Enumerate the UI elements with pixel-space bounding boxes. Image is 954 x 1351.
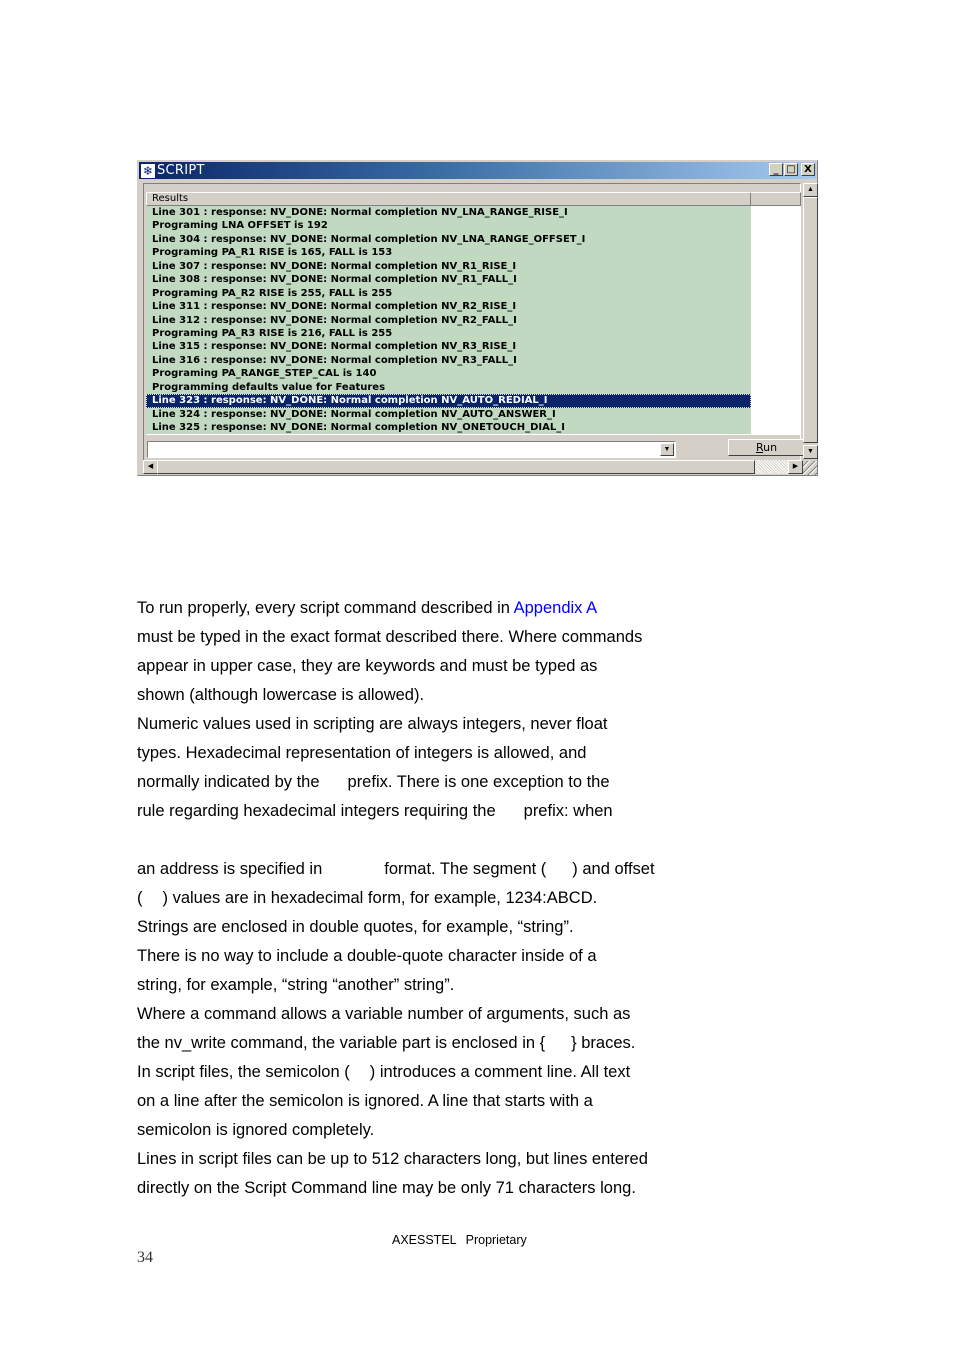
text: ) values are in hexadecimal form, for example, 1234:ABCD.: [162, 889, 598, 907]
results-row[interactable]: Line 312 : response: NV_DONE: Normal completion NV_R2_FALL_I: [146, 314, 751, 327]
paragraph-line: Strings are enclosed in double quotes, for example, “string”.: [137, 918, 574, 936]
paragraph-line: [137, 1058, 737, 1087]
text: an address is specified in: [137, 860, 323, 878]
results-row[interactable]: Line 324 : response: NV_DONE: Normal completion NV_AUTO_ANSWER_I: [146, 408, 751, 421]
paragraph-line: [137, 768, 737, 797]
results-row[interactable]: Programing PA_R1 RISE is 165, FALL is 153: [146, 246, 751, 259]
paragraph-line: must be typed in the exact format described there. Where commands: [137, 628, 643, 646]
paragraph-line: semicolon is ignored completely.: [137, 1121, 375, 1139]
paragraph-line: [137, 1029, 737, 1058]
results-row[interactable]: Line 325 : response: NV_DONE: Normal completion NV_ONETOUCH_DIAL_I: [146, 421, 751, 434]
window-controls: [768, 163, 815, 176]
vertical-scroll-thumb[interactable]: [803, 197, 818, 443]
results-row[interactable]: Programming defaults value for Features: [146, 381, 751, 394]
footer-text: AXESSTEL Proprietary: [392, 1233, 527, 1247]
appendix-a-link[interactable]: Appendix A: [513, 599, 598, 617]
results-row[interactable]: Line 307 : response: NV_DONE: Normal completion NV_R1_RISE_I: [146, 260, 751, 273]
results-column-header[interactable]: [146, 192, 801, 206]
results-row[interactable]: Line 323 : response: NV_DONE: Normal completion NV_AUTO_REDIAL_I: [146, 394, 751, 407]
paragraph-line: appear in upper case, they are keywords and must be typed as: [137, 657, 598, 675]
paragraph-line: [137, 594, 737, 623]
window-title: SCRIPT: [157, 163, 205, 178]
results-row[interactable]: Programing LNA OFFSET is 192: [146, 219, 751, 232]
paragraph-line: Numeric values used in scripting are always integers, never float: [137, 715, 608, 733]
scroll-left-icon[interactable]: ◀: [143, 460, 158, 474]
results-row[interactable]: Line 315 : response: NV_DONE: Normal completion NV_R3_RISE_I: [146, 340, 751, 353]
document-body: [137, 594, 737, 1203]
script-window: [137, 160, 818, 476]
paragraph-line: [137, 884, 737, 913]
paragraph-line: [137, 797, 737, 826]
paragraph-line: types. Hexadecimal representation of integers is allowed, and: [137, 744, 587, 762]
close-button[interactable]: X: [801, 163, 815, 176]
results-row[interactable]: Programing PA_R2 RISE is 255, FALL is 255: [146, 287, 751, 300]
text: format. The segment (: [384, 860, 547, 878]
text: ) introduces a comment line. All text: [369, 1063, 631, 1081]
results-row[interactable]: Line 301 : response: NV_DONE: Normal completion NV_LNA_RANGE_RISE_I: [146, 206, 751, 219]
text: To run properly, every script command described in: [137, 599, 514, 617]
text: normally indicated by the: [137, 773, 320, 791]
paragraph-line: shown (although lowercase is allowed).: [137, 686, 425, 704]
command-input[interactable]: [147, 441, 676, 458]
scroll-right-icon[interactable]: ▶: [788, 460, 803, 474]
text: rule regarding hexadecimal integers requiring the: [137, 802, 496, 820]
results-row[interactable]: Line 316 : response: NV_DONE: Normal completion NV_R3_FALL_I: [146, 354, 751, 367]
paragraph-line: Lines in script files can be up to 512 characters long, but lines entered: [137, 1150, 648, 1168]
text: } braces.: [571, 1034, 636, 1052]
text: the nv_write command, the variable part is enclosed in {: [137, 1034, 546, 1052]
results-row[interactable]: Line 304 : response: NV_DONE: Normal completion NV_LNA_RANGE_OFFSET_I: [146, 233, 751, 246]
paragraph-line: [137, 855, 737, 884]
snowflake-icon[interactable]: ❄: [142, 163, 154, 178]
scroll-down-icon[interactable]: ▼: [803, 445, 818, 459]
text: ) and offset: [572, 860, 655, 878]
page-number: 34: [137, 1249, 153, 1266]
minimize-button[interactable]: _: [769, 163, 783, 176]
paragraph-line: on a line after the semicolon is ignored. A line that starts with a: [137, 1092, 593, 1110]
paragraph-line: string, for example, “string “another” string”.: [137, 976, 455, 994]
run-label: un: [763, 441, 778, 454]
maximize-button[interactable]: □: [784, 163, 798, 176]
results-list[interactable]: [146, 206, 801, 435]
text: prefix: when: [523, 802, 613, 820]
results-row[interactable]: Line 308 : response: NV_DONE: Normal completion NV_R1_FALL_I: [146, 273, 751, 286]
run-accel: R: [755, 441, 764, 454]
text: (: [137, 889, 143, 907]
dropdown-arrow-icon[interactable]: ▼: [660, 443, 674, 456]
horizontal-scroll-track[interactable]: [755, 460, 788, 474]
results-row[interactable]: Programing PA_RANGE_STEP_CAL is 140: [146, 367, 751, 380]
vertical-scrollbar[interactable]: [803, 183, 818, 459]
paragraph-line: Where a command allows a variable number of arguments, such as: [137, 1005, 631, 1023]
run-button[interactable]: [728, 439, 805, 456]
results-row[interactable]: Line 311 : response: NV_DONE: Normal completion NV_R2_RISE_I: [146, 300, 751, 313]
title-bar[interactable]: [139, 162, 816, 179]
blank-line: [137, 826, 737, 855]
horizontal-scroll-thumb[interactable]: [157, 460, 755, 474]
results-empty-area: [751, 206, 801, 435]
text: prefix. There is one exception to the: [347, 773, 610, 791]
paragraph-line: directly on the Script Command line may be only 71 characters long.: [137, 1179, 636, 1197]
results-header-label[interactable]: Results: [147, 193, 751, 205]
horizontal-scrollbar[interactable]: [143, 460, 803, 474]
results-row[interactable]: Programing PA_R3 RISE is 216, FALL is 255: [146, 327, 751, 340]
text: In script files, the semicolon (: [137, 1063, 350, 1081]
paragraph-line: There is no way to include a double-quote character inside of a: [137, 947, 597, 965]
resize-grip-icon[interactable]: [803, 461, 817, 475]
scroll-up-icon[interactable]: ▲: [803, 183, 818, 197]
